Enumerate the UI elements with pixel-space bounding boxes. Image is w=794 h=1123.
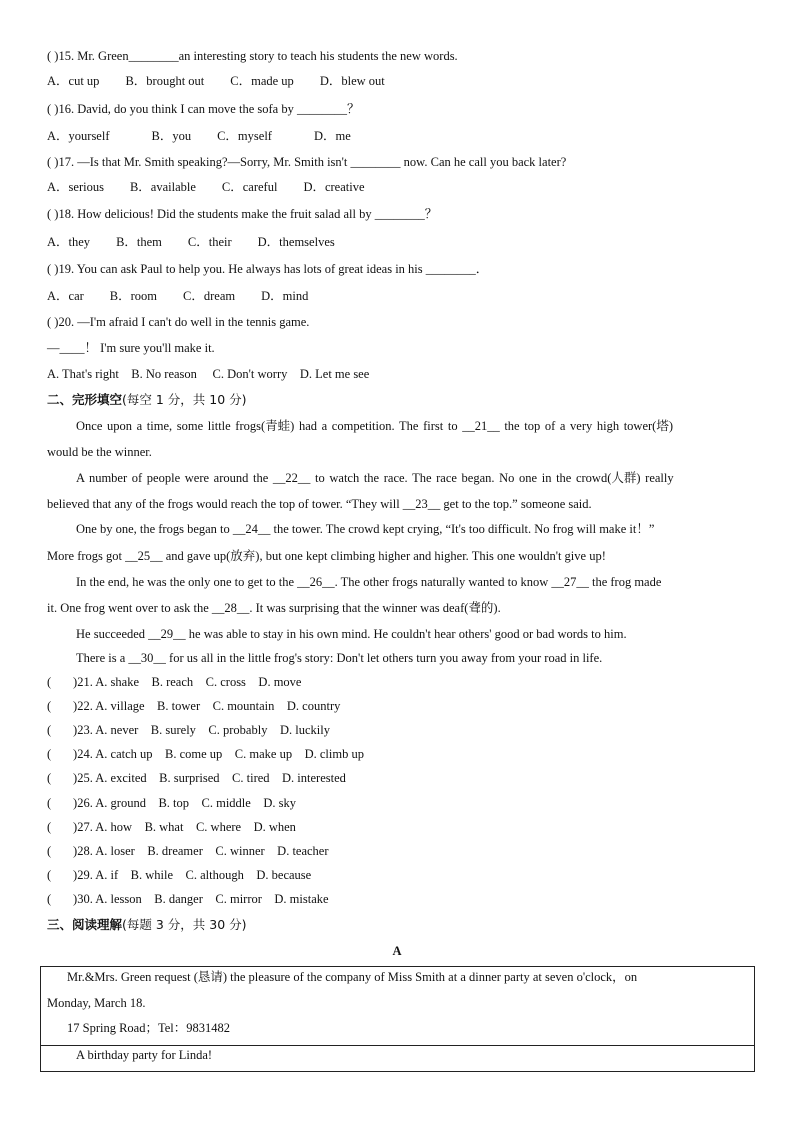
question-15-stem: ( )15. Mr. Green________an interesting story to teach his students the new words.: [47, 49, 458, 63]
passage-line: it. One frog went over to ask the __28__. It was surprising that the winner was deaf(聋的).: [47, 601, 501, 615]
question-20-stem: ( )20. —I'm afraid I can't do well in the tennis game.: [47, 315, 310, 329]
cloze-question-30: ( )30. A. lesson B. danger C. mirror D. mistake: [47, 892, 329, 906]
passage-a-label: A: [392, 944, 402, 958]
option-b: B．them: [116, 235, 162, 249]
option-a: A．yourself: [47, 129, 110, 143]
option-b: B．you: [151, 129, 192, 143]
passage-line: He succeeded __29__ he was able to stay in his own mind. He couldn't hear others' good or bad words to him.: [76, 627, 627, 641]
option-c: C．dream: [183, 289, 236, 303]
section-2-score: (每空 1 分，共 10 分): [122, 392, 247, 407]
cloze-question-21: ( )21. A. shake B. reach C. cross D. move: [47, 675, 302, 689]
question-19-stem: ( )19. You can ask Paul to help you. He always has lots of great ideas in his ________．: [47, 262, 489, 276]
option-d: D．blew out: [319, 74, 385, 88]
option-d: D．me: [313, 129, 351, 143]
question-19-options: [47, 288, 334, 304]
question-20-options: A. That's right B. No reason C. Don't worry D. Let me see: [47, 367, 370, 381]
invitation-note: A birthday party for Linda!: [76, 1048, 213, 1062]
cloze-question-23: ( )23. A. never B. surely C. probably D. luckily: [47, 723, 330, 737]
question-17-stem: ( )17. —Is that Mr. Smith speaking?—Sorry, Mr. Smith isn't ________ now. Can he call you back later?: [47, 155, 567, 169]
option-a: A．they: [47, 235, 91, 249]
option-a: A．car: [47, 289, 84, 303]
cloze-question-29: ( )29. A. if B. while C. although D. because: [47, 868, 312, 882]
option-c: C．made up: [230, 74, 294, 88]
cloze-question-28: ( )28. A. loser B. dreamer C. winner D. teacher: [47, 844, 329, 858]
passage-line: would be the winner.: [47, 445, 152, 459]
passage-line: In the end, he was the only one to get to the __26__. The other frogs naturally wanted to know __27__ the frog made: [76, 575, 662, 589]
section-3-heading: [47, 917, 247, 933]
passage-line: Once upon a time, some little frogs(青蛙) had a competition. The first to __21__ the top of a very high tower(塔): [76, 419, 673, 433]
question-15-options: [47, 73, 411, 89]
invitation-line-1: Mr.&Mrs. Green request (恳请) the pleasure of the company of Miss Smith at a dinner party at seven o'clock，on: [67, 970, 638, 984]
option-d: D．mind: [261, 289, 309, 303]
option-c: C．careful: [221, 180, 278, 194]
option-b: B．room: [109, 289, 158, 303]
section-2-heading: [47, 392, 247, 408]
option-b: B．brought out: [125, 74, 205, 88]
option-a: A．cut up: [47, 74, 100, 88]
cloze-question-24: ( )24. A. catch up B. come up C. make up D. climb up: [47, 747, 364, 761]
option-a: A．serious: [47, 180, 104, 194]
invitation-line-2: Monday, March 18.: [47, 996, 146, 1010]
cloze-question-22: ( )22. A. village B. tower C. mountain D. country: [47, 699, 341, 713]
cloze-question-27: ( )27. A. how B. what C. where D. when: [47, 820, 296, 834]
passage-line: There is a __30__ for us all in the little frog's story: Don't let others turn you away from your road in life.: [76, 651, 603, 665]
question-20-reply: —____！ I'm sure you'll make it.: [47, 341, 215, 355]
cloze-question-26: ( )26. A. ground B. top C. middle D. sky: [47, 796, 296, 810]
passage-line: A number of people were around the __22__ to watch the race. The race began. No one in the crowd(人群) really: [76, 471, 674, 485]
question-16-options: [47, 128, 377, 144]
section-2-title: 二、完形填空: [47, 392, 123, 407]
option-c: C．myself: [217, 129, 272, 143]
question-18-stem: ( )18. How delicious! Did the students make the fruit salad all by ________？: [47, 207, 438, 221]
option-c: C．their: [187, 235, 232, 249]
invitation-divider: [40, 1045, 754, 1046]
section-3-title: 三、阅读理解: [47, 917, 123, 932]
passage-line: One by one, the frogs began to __24__ the tower. The crowd kept crying, “It's too difficult. No frog will make it！”: [76, 522, 655, 536]
option-b: B．available: [129, 180, 196, 194]
question-18-options: [47, 234, 361, 250]
option-d: D．themselves: [257, 235, 335, 249]
section-3-score: (每题 3 分，共 30 分): [122, 917, 247, 932]
invitation-address: 17 Spring Road；Tel：9831482: [67, 1021, 231, 1035]
passage-line: More frogs got __25__ and gave up(放弃), but one kept climbing higher and higher. This one wouldn't give up!: [47, 549, 606, 563]
cloze-question-25: ( )25. A. excited B. surprised C. tired D. interested: [47, 771, 346, 785]
question-17-options: [47, 179, 391, 195]
passage-line: believed that any of the frogs would reach the top of tower. “They will __23__ get to the top.” someone said.: [47, 497, 592, 511]
option-d: D．creative: [303, 180, 365, 194]
question-16-stem: ( )16. David, do you think I can move the sofa by ________？: [47, 102, 360, 116]
